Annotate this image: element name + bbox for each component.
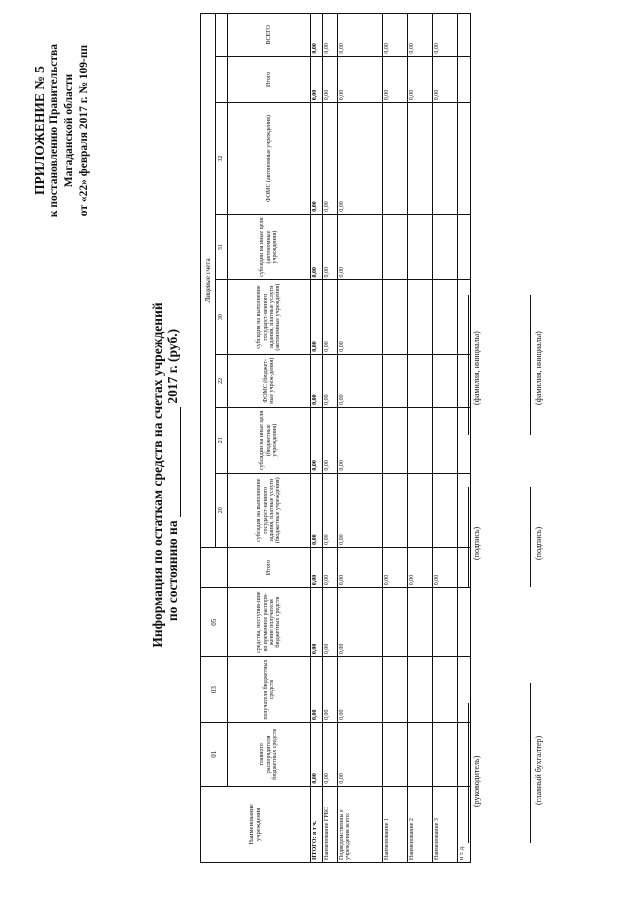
col-num-01: 01 [201,722,228,786]
row-label-name2: Наименование 2 [408,786,433,862]
col-desc-itogo2: Итого [228,56,311,103]
col-num-31: 31 [216,214,228,280]
col-num-22: 22 [216,354,228,407]
cell-value: 0,00 [323,407,338,473]
cell-value: 0,00 [311,547,323,587]
cell-value: 0,00 [323,473,338,547]
cell-value: 0,00 [311,214,323,280]
col-desc-21: субсидии на иные цели (бюджетные учреждения) [228,407,311,473]
row-label-subordinate: Подведомственны е учреждения всего: [338,786,383,862]
col-desc-22: ФОМС (бюджет-ные учреж-дения) [228,354,311,407]
cell-value: 0,00 [338,56,383,103]
col-desc-05: средства, поступив-шие во временное распоря-жение получателя бюджетных средств [228,588,311,657]
col-num-03: 03 [201,657,228,723]
signature-line-accountant-sign [530,487,531,587]
name-column-header: Наименование учреждения [201,786,311,862]
appendix-ref-line3: от «22» февраля 2017 г. № 109-пп [78,44,90,217]
row-label-etc: и т. д. [458,786,471,862]
row-label-name1: Наименование 1 [383,786,408,862]
cell-value: 0,00 [408,56,433,103]
cell-value: 0,00 [338,547,383,587]
cell-value: 0,00 [433,56,458,103]
cell-value: 0,00 [323,14,338,57]
cell-value: 0,00 [311,657,323,723]
cell-value: 0,00 [323,722,338,786]
signature-line-accountant-role [530,683,531,843]
litsevye-header: Лицевые счета [201,14,216,548]
appendix-ref-line1: к постановлению Правительства [48,44,60,218]
col-num-20: 20 [216,473,228,547]
cell-value: 0,00 [338,214,383,280]
label-accountant-sign: (подпись) [534,526,543,560]
col-desc-31: субсидии на иные цели (автономные учреждения) [228,214,311,280]
cell-value: 0,00 [433,547,458,587]
cell-value: 0,00 [323,103,338,214]
signature-line-head-role [468,703,469,843]
cell-value: 0,00 [311,56,323,103]
cell-value: 0,00 [311,103,323,214]
appendix-ref-line2: Магаданской области [63,73,75,188]
col-desc-vsego: ВСЕГО [228,14,311,57]
col-desc-32: ФОМС (автономные учреждения) [228,103,311,214]
cell-value: 0,00 [311,407,323,473]
label-head: (руководитель) [472,755,481,807]
title-line2: по состоянию на 2017 г. (руб.) [165,328,180,622]
col-desc-01: главного распорядителя бюджетных средств [228,722,311,786]
cell-value: 0,00 [323,588,338,657]
col-desc-03: получателя бюджетных средств [228,657,311,723]
cell-value: 0,00 [338,280,383,354]
row-label-name3: Наименование 3 [433,786,458,862]
cell-value: 0,00 [383,14,408,57]
signature-line-head-fio [468,295,469,435]
signature-line-accountant-fio [530,295,531,435]
col-num-05: 05 [201,588,228,657]
cell-value: 0,00 [338,14,383,57]
cell-value: 0,00 [323,56,338,103]
cell-value: 0,00 [323,354,338,407]
cell-value: 0,00 [383,547,408,587]
cell-value: 0,00 [338,473,383,547]
cell-value: 0,00 [311,14,323,57]
col-num-32: 32 [216,103,228,214]
col-desc-30: субсидия на выполнение государст-венного задания, платные услуги (автономные учреждения) [228,280,311,354]
cell-value: 0,00 [408,547,433,587]
appendix-number: ПРИЛОЖЕНИЕ № 5 [32,66,47,195]
label-accountant: (главный бухгалтер) [534,735,543,805]
cell-value: 0,00 [311,354,323,407]
row-label-itogo: ИТОГО: в т ч. [311,786,323,862]
col-num-21: 21 [216,407,228,473]
cell-value: 0,00 [338,103,383,214]
cell-value: 0,00 [323,657,338,723]
title-line1: Информация по остаткам средств на счетах учреждений [150,302,165,648]
signature-line-head-sign [468,487,469,587]
col-desc-20: субсидия на выполнение государст-венного задания, платные услуги (бюджетные учреждения) [228,473,311,547]
cell-value: 0,00 [311,473,323,547]
label-head-sign: (подпись) [472,526,481,560]
cell-value: 0,00 [338,354,383,407]
cell-value: 0,00 [338,588,383,657]
cell-value: 0,00 [311,722,323,786]
label-accountant-fio: (фамилия, инициалы) [534,331,543,405]
cell-value: 0,00 [433,14,458,57]
cell-value: 0,00 [323,280,338,354]
cell-value: 0,00 [323,547,338,587]
cell-value: 0,00 [383,56,408,103]
label-head-fio: (фамилия, инициалы) [472,331,481,405]
cell-value: 0,00 [323,214,338,280]
cell-value: 0,00 [338,407,383,473]
col-num-30: 30 [216,280,228,354]
cell-value: 0,00 [338,657,383,723]
cell-value: 0,00 [311,588,323,657]
cell-value: 0,00 [338,722,383,786]
cell-value: 0,00 [311,280,323,354]
col-desc-itogo1: Итого [228,547,311,587]
cell-value: 0,00 [408,14,433,57]
row-label-grbs: Наименование ГРБС [323,786,338,862]
